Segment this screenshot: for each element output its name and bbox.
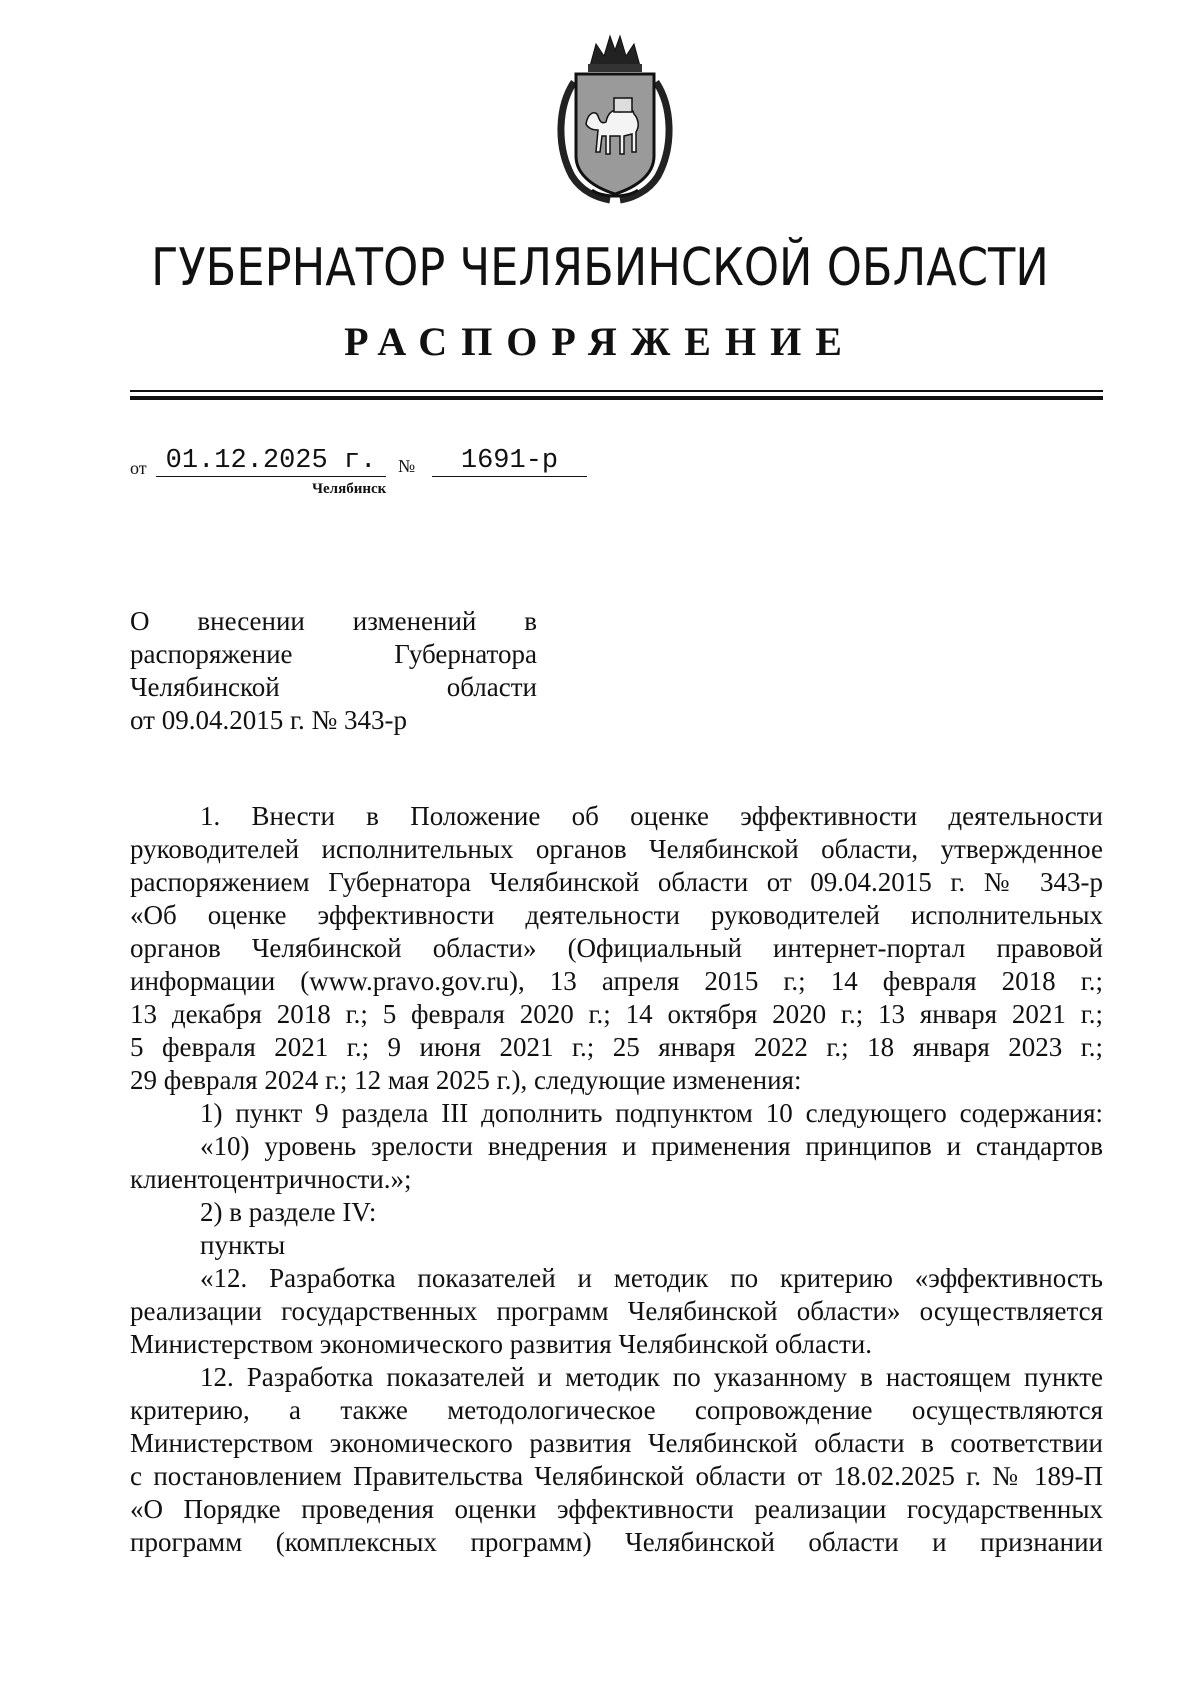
document-number: 1691-р: [432, 446, 587, 477]
subject-line: Челябинской области: [130, 672, 537, 702]
subject-line: распоряжение Губернатора: [130, 639, 537, 669]
coat-of-arms-emblem: [552, 26, 678, 208]
body-line: 2) в разделе IV:: [200, 1197, 377, 1227]
body-line: реализации государственных программ Челябинской области» осуществляется: [130, 1296, 1103, 1326]
body-line: распоряжением Губернатора Челябинской области от 09.04.2015 г. № 343-р: [130, 867, 1103, 897]
body-line: пункты: [200, 1230, 286, 1260]
body-line: «10) уровень зрелости внедрения и применения принципов и стандартов: [200, 1131, 1103, 1161]
subject-line: О внесении изменений в: [130, 606, 537, 636]
body-line: критерию, а также методологическое сопровождение осуществляются: [130, 1395, 1103, 1425]
body-line: 29 февраля 2024 г.; 12 мая 2025 г.), следующие изменения:: [130, 1065, 802, 1095]
body-line: 13 декабря 2018 г.; 5 февраля 2020 г.; 14 октября 2020 г.; 13 января 2021 г.;: [130, 999, 1103, 1029]
subject-line: от 09.04.2015 г. № 343-р: [130, 705, 407, 735]
body-line: «Об оценке эффективности деятельности руководителей исполнительных: [130, 900, 1103, 930]
body-line: «12. Разработка показателей и методик по критерию «эффективность: [200, 1263, 1103, 1293]
header-divider-thin: [130, 390, 1103, 392]
body-line: Министерством экономического развития Челябинской области.: [130, 1329, 872, 1359]
body-line: информации (www.pravo.gov.ru), 13 апреля 2015 г.; 14 февраля 2018 г.;: [130, 966, 1103, 996]
document-subject: [130, 605, 537, 737]
body-line: Министерством экономического развития Челябинской области в соответствии: [130, 1428, 1103, 1458]
body-line: «О Порядке проведения оценки эффективности реализации государственных: [130, 1494, 1103, 1524]
header-divider-thick: [130, 396, 1103, 400]
body-line: 5 февраля 2021 г.; 9 июня 2021 г.; 25 января 2022 г.; 18 января 2023 г.;: [130, 1032, 1103, 1062]
body-line: 12. Разработка показателей и методик по указанному в настоящем пункте: [200, 1362, 1103, 1392]
issuer-title: ГУБЕРНАТОР ЧЕЛЯБИНСКОЙ ОБЛАСТИ: [151, 238, 1049, 298]
body-line: руководителей исполнительных органов Челябинской области, утвержденное: [130, 834, 1103, 864]
body-line: 1. Внести в Положение об оценке эффективности деятельности: [200, 801, 1103, 831]
number-label: №: [398, 456, 416, 476]
document-type-title: РАСПОРЯЖЕНИЕ: [344, 319, 856, 364]
date-label: от: [130, 458, 147, 478]
body-line: 1) пункт 9 раздела III дополнить подпунктом 10 следующего содержания:: [200, 1098, 1103, 1128]
document-body: [130, 800, 1103, 1559]
document-date: 01.12.2025 г.: [156, 446, 386, 477]
body-line: клиентоцентричности.»;: [130, 1164, 412, 1194]
body-line: с постановлением Правительства Челябинской области от 18.02.2025 г. № 189-П: [130, 1461, 1103, 1491]
body-line: программ (комплексных программ) Челябинской области и признании: [130, 1527, 1103, 1557]
body-line: органов Челябинской области» (Официальный интернет-портал правовой: [130, 933, 1103, 963]
issue-city: Челябинск: [312, 481, 387, 497]
